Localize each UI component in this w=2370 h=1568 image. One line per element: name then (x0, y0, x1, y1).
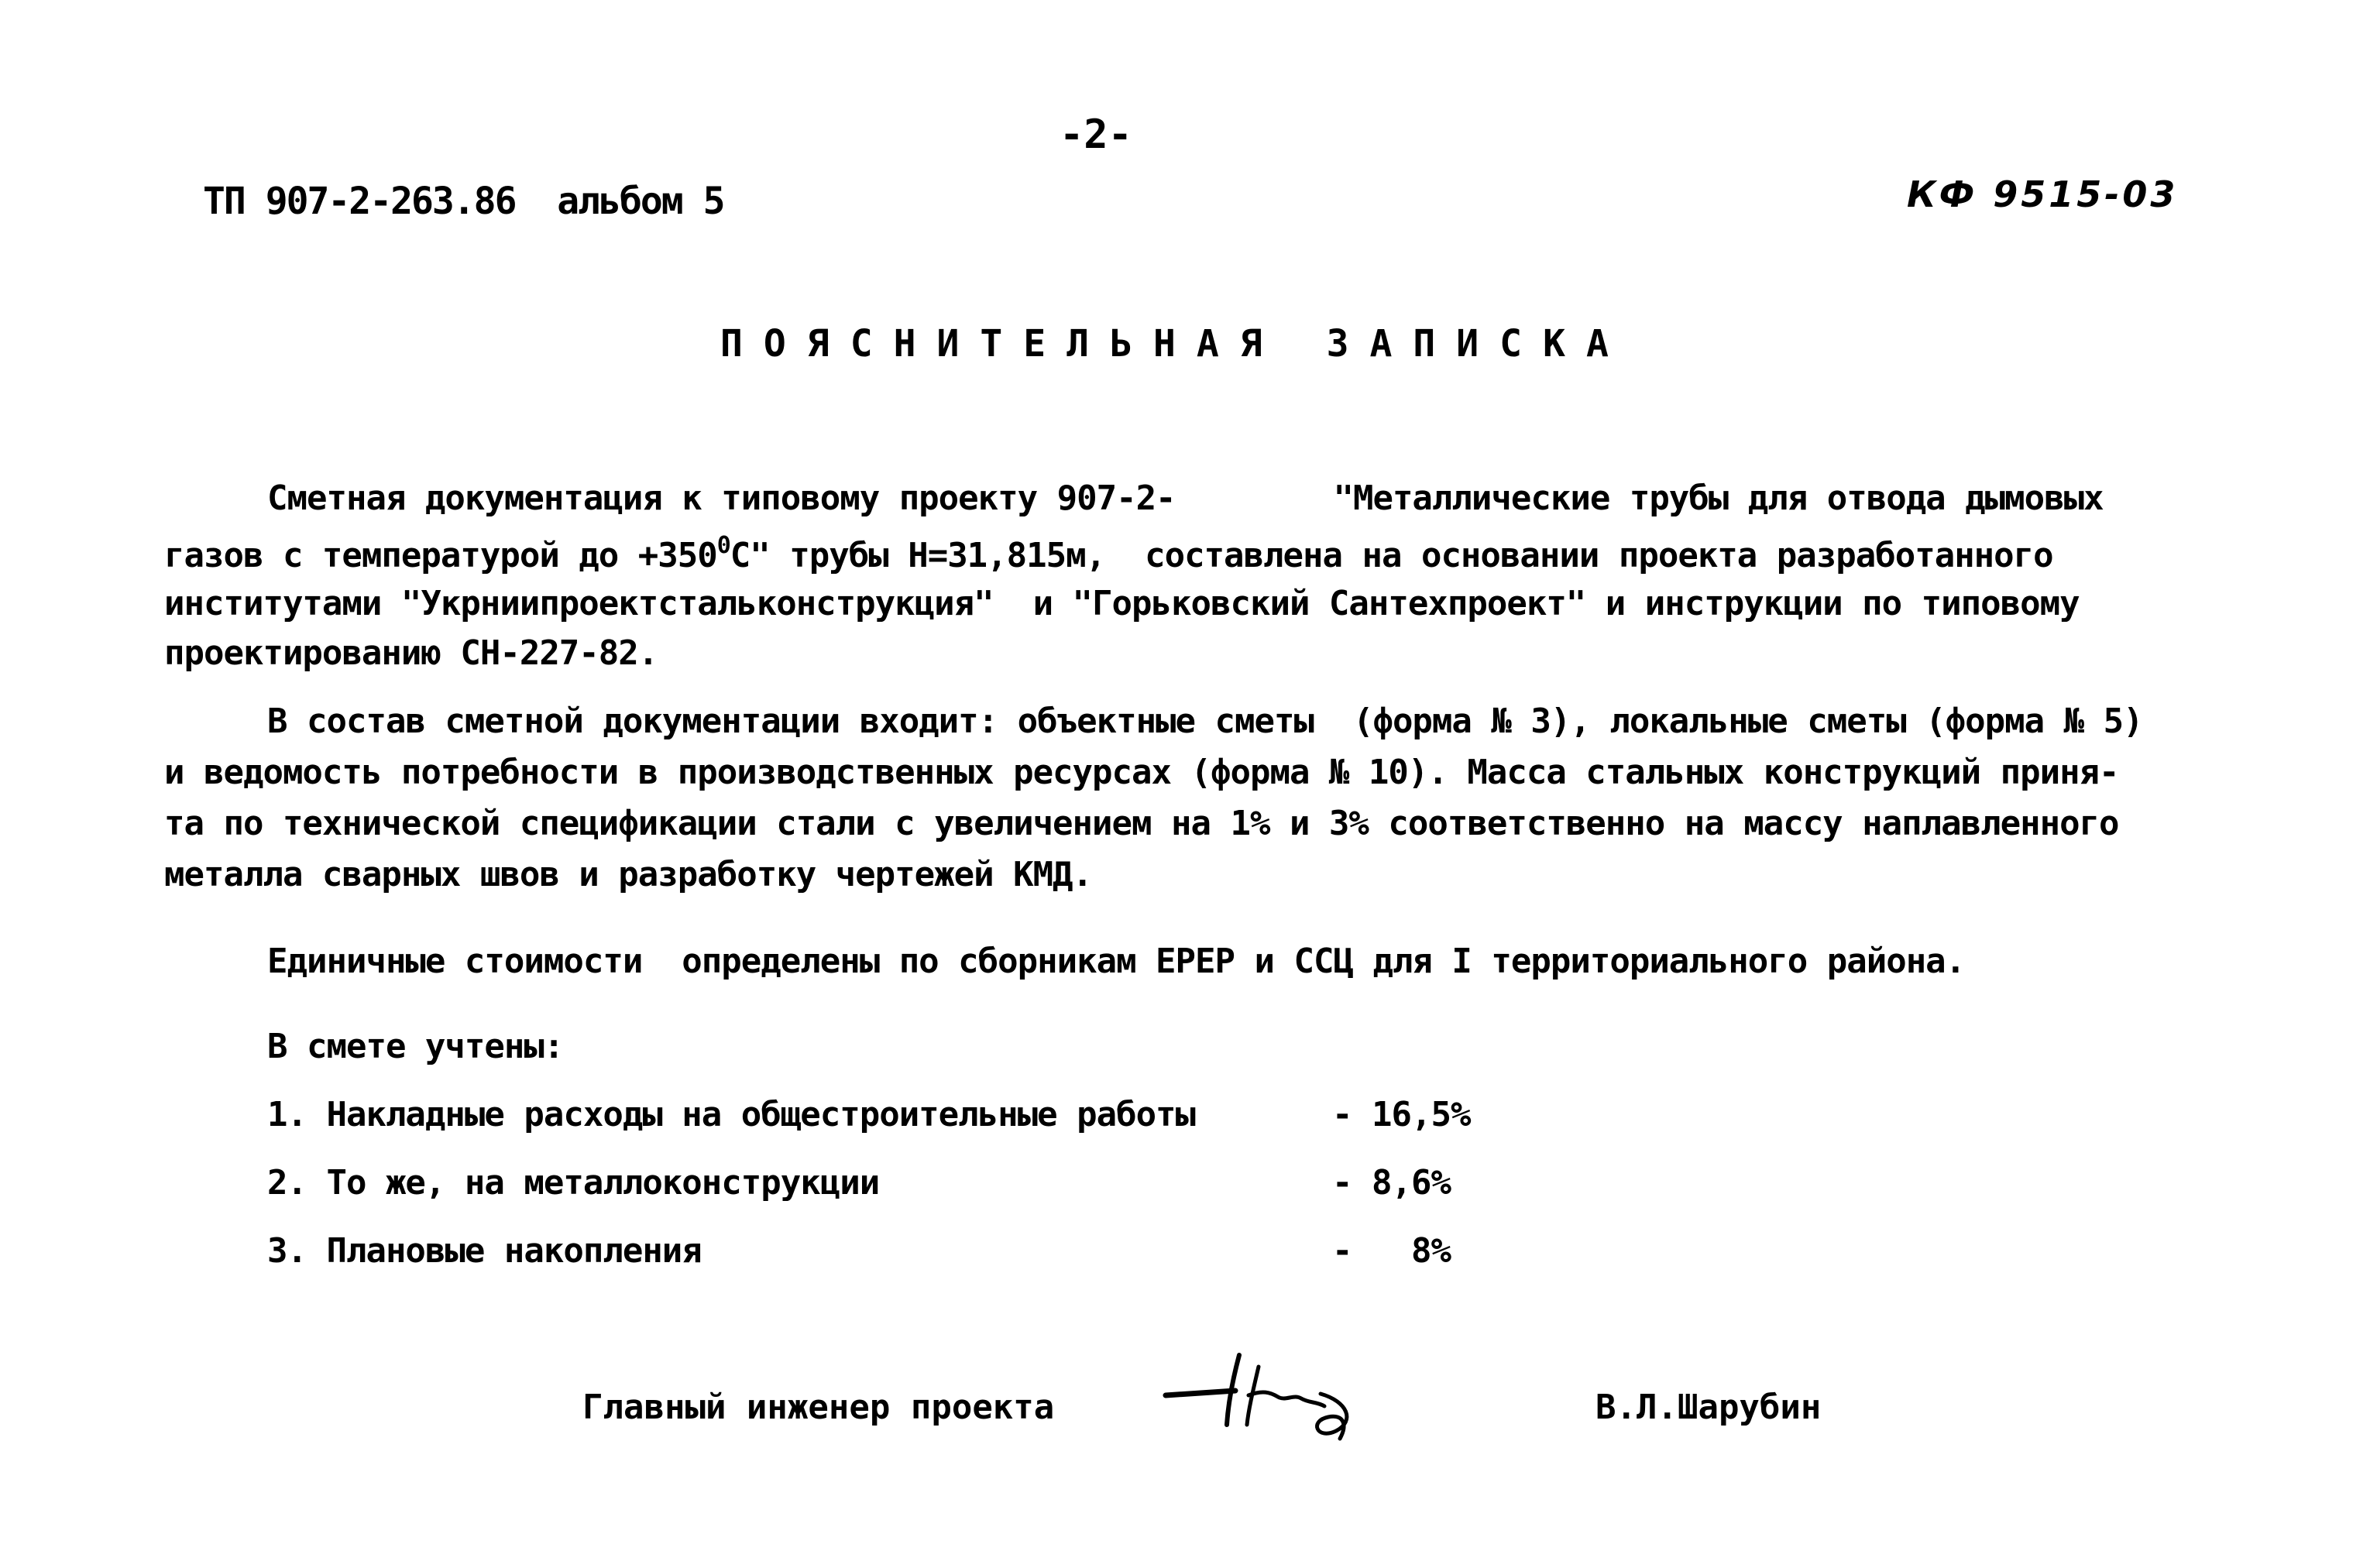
paragraph-1-line-2 (164, 534, 2053, 573)
paragraph-3: Единичные стоимости определены по сборникам ЕРЕР и ССЦ для I территориального района. (267, 942, 1966, 981)
document-reference: КФ 9515-03 (1907, 173, 2179, 215)
paragraph-2-line-1: В состав сметной документации входит: объектные сметы (форма № 3), локальные сметы (форма № 5) (267, 702, 2143, 741)
estimate-item-value: - 16,5% (1332, 1095, 1471, 1134)
handwritten-signature-icon (1162, 1347, 1394, 1448)
degree-superscript: 0 (716, 532, 730, 559)
page-number: -2- (1060, 112, 1132, 158)
signature-role: Главный инженер проекта (582, 1388, 1055, 1427)
paragraph-2-line-3: та по технической спецификации стали с увеличением на 1% и 3% соответственно на массу наплавленного (164, 804, 2119, 843)
estimate-item-label: 2. То же, на металлоконструкции (267, 1163, 880, 1203)
estimate-heading: В смете учтены: (267, 1027, 564, 1066)
paragraph-1-line-3: институтами "Укрниипроектстальконструкция" и "Горьковский Сантехпроект" и инструкции по типовому (164, 584, 2080, 623)
paragraph-1-line-4: проектированию СН-227-82. (164, 633, 658, 673)
document-code: ТП 907-2-263.86 альбом 5 (203, 180, 724, 223)
estimate-item-label: 3. Плановые накопления (267, 1231, 702, 1271)
paragraph-2-line-2: и ведомость потребности в производственных ресурсах (форма № 10). Масса стальных конструкций приня- (164, 753, 2119, 792)
estimate-item-value: - 8,6% (1332, 1163, 1451, 1203)
paragraph-2-line-4: металла сварных швов и разработку чертежей КМД. (164, 855, 1093, 894)
paragraph-1-line-1: Сметная документация к типовому проекту 907-2- "Металлические трубы для отвода дымовых (267, 479, 2104, 518)
paragraph-1-line-2-start: газов с температурой до +350 (164, 536, 717, 575)
page-title: ПОЯСНИТЕЛЬНАЯ ЗАПИСКА (720, 322, 1630, 365)
estimate-item-label: 1. Накладные расходы на общестроительные работы (267, 1095, 1196, 1134)
signatory-name: В.Л.Шарубин (1595, 1388, 1822, 1427)
paragraph-1-line-2-end: С" трубы Н=31,815м, составлена на основании проекта разработанного (730, 536, 2053, 575)
estimate-item-value: - 8% (1332, 1231, 1451, 1271)
